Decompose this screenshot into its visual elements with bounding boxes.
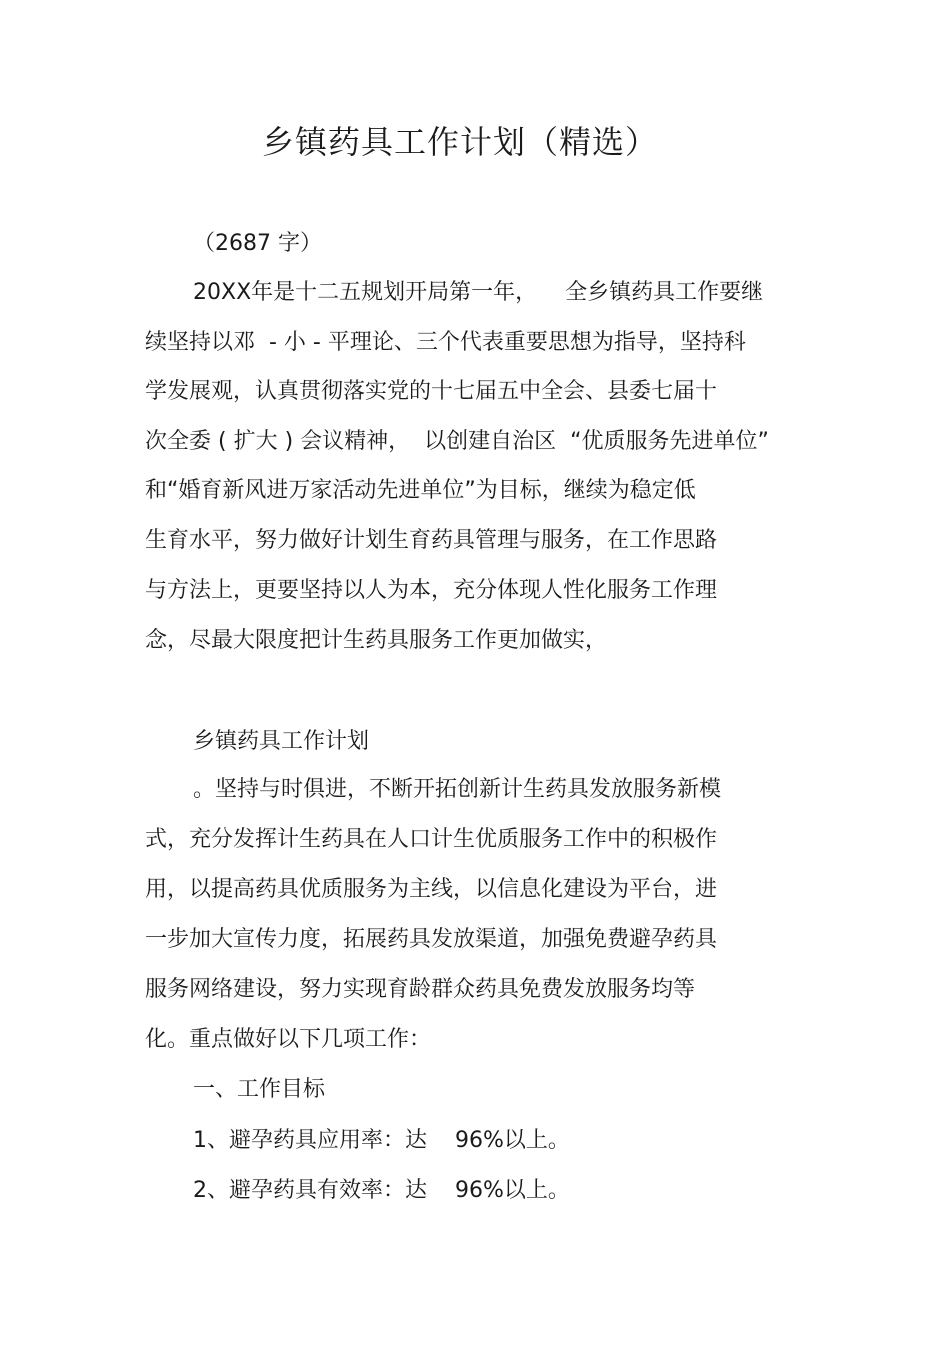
intro-line: 生育水平，努力做好计划生育药具管理与服务，在工作思路 <box>145 528 718 553</box>
section-heading: 乡镇药具工作计划 <box>193 729 370 754</box>
section-line: 式，充分发挥计生药具在人口计生优质服务工作中的积极作 <box>145 827 718 852</box>
section-line: 用，以提高药具优质服务为主线，以信息化建设为平台，进 <box>145 877 718 902</box>
goals-heading: 一、工作目标 <box>193 1077 326 1102</box>
word-count: （2687 字） <box>193 231 322 256</box>
document-title: 乡镇药具工作计划（精选） <box>262 123 659 161</box>
intro-line: 学发展观，认真贯彻落实党的十七届五中全会、县委七届十 <box>145 379 718 404</box>
section-line: 化。重点做好以下几项工作： <box>145 1027 432 1052</box>
intro-line: 和“婚育新风进万家活动先进单位”为目标，继续为稳定低 <box>145 478 696 503</box>
goal-item: 1、避孕药具应用率：达 96%以上。 <box>193 1128 570 1153</box>
section-line: 服务网络建设，努力实现育龄群众药具免费发放服务均等 <box>145 977 696 1002</box>
goal-item: 2、避孕药具有效率：达 96%以上。 <box>193 1178 570 1203</box>
intro-line: 念，尽最大限度把计生药具服务工作更加做实， <box>145 628 608 653</box>
section-line: 。坚持与时俱进，不断开拓创新计生药具发放服务新模 <box>193 777 722 802</box>
intro-line: 次全委 ( 扩大 ) 会议精神， 以创建自治区 “优质服务先进单位” <box>145 429 769 454</box>
section-line: 一步加大宣传力度，拓展药具发放渠道，加强免费避孕药具 <box>145 927 718 952</box>
intro-line: 与方法上，更要坚持以人为本，充分体现人性化服务工作理 <box>145 578 718 603</box>
intro-line: 续坚持以邓 - 小 - 平理论、三个代表重要思想为指导，坚持科 <box>145 330 746 355</box>
intro-line: 20XX年是十二五规划开局第一年， 全乡镇药具工作要继 <box>193 280 764 305</box>
